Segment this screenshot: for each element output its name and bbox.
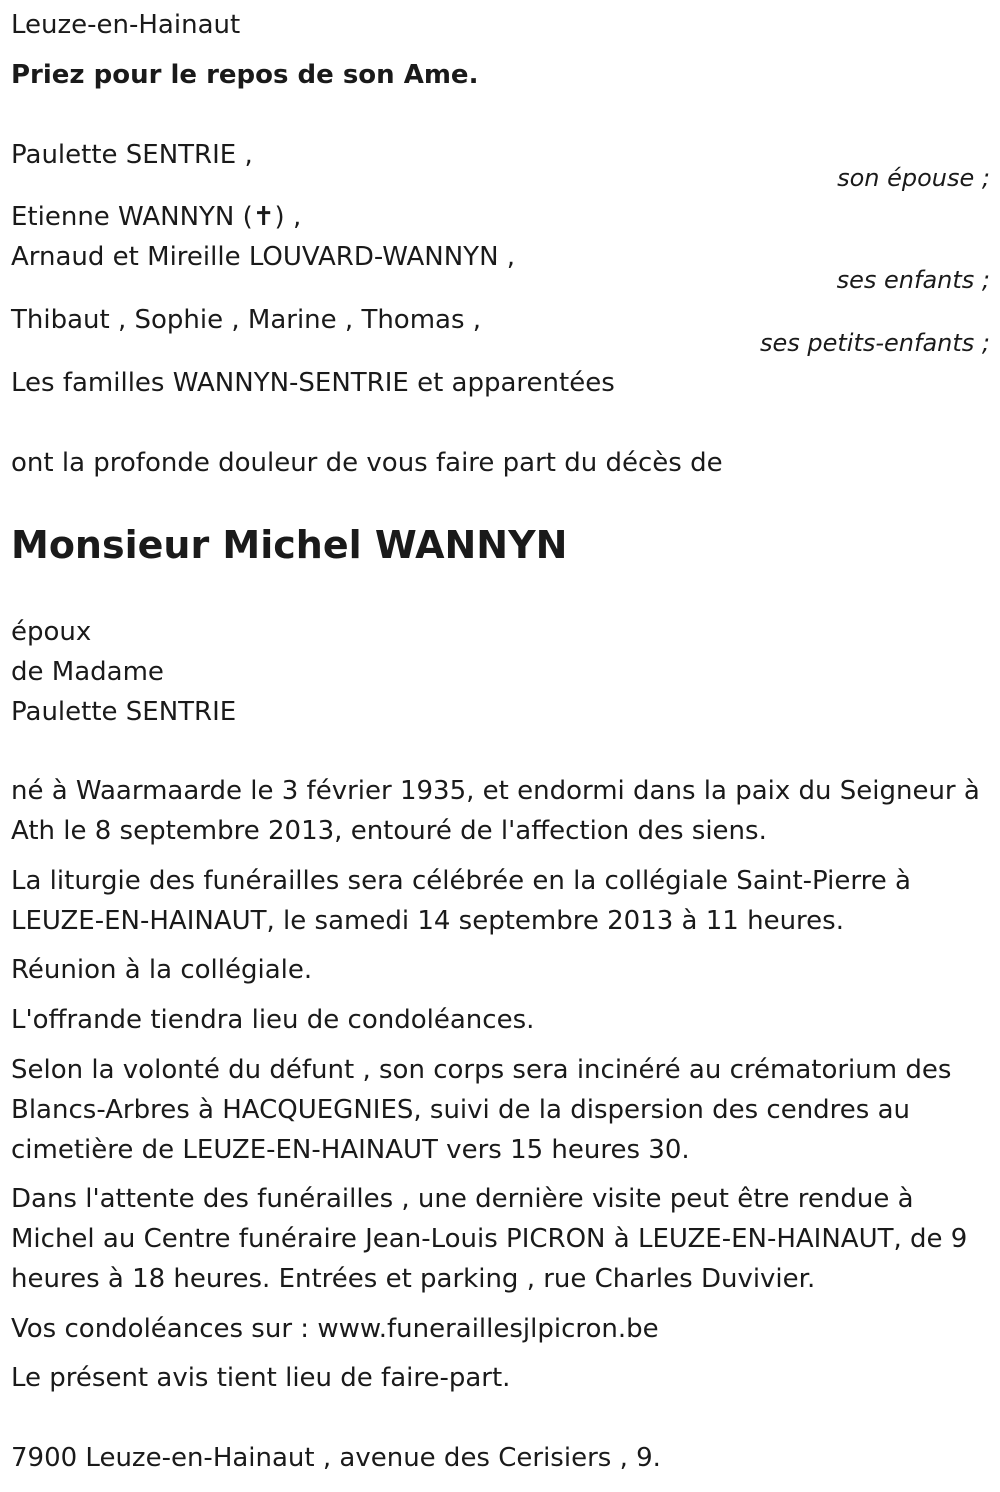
address-text: 7900 Leuze-en-Hainaut , avenue des Cerisiers , 9.	[11, 1443, 661, 1473]
visit-paragraph: Dans l'attente des funérailles , une dernière visite peut être rendue à Michel au Centre funéraire Jean-Louis PICRON à LEUZE-EN-HAINAUT, de 9 heures à 18 heures. Entrées et parking , rue Charles Duvivier.	[11, 1184, 968, 1294]
birth-death-paragraph: né à Waarmaarde le 3 février 1935, et endormi dans la paix du Seigneur à Ath le 8 septembre 2013, entouré de l'affection des siens.	[11, 776, 980, 846]
location-text: Leuze-en-Hainaut	[11, 10, 241, 40]
spouse-of-line-3: Paulette SENTRIE	[11, 697, 237, 727]
children-role: ses enfants ;	[836, 266, 990, 294]
grandchildren-role: ses petits-enfants ;	[759, 329, 990, 357]
grandchildren-names: Thibaut , Sophie , Marine , Thomas ,	[11, 305, 482, 335]
child-name-1: Etienne WANNYN (✝) ,	[11, 202, 302, 232]
announcement-text: ont la profonde douleur de vous faire part du décès de	[11, 448, 723, 478]
cremation-paragraph: Selon la volonté du défunt , son corps sera incinéré au crématorium des Blancs-Arbres à HACQUEGNIES, suivi de la dispersion des cendres au cimetière de LEUZE-EN-HAINAUT vers 15 heures 30.	[11, 1055, 952, 1165]
child-name-2: Arnaud et Mireille LOUVARD-WANNYN ,	[11, 242, 516, 272]
offering-paragraph: L'offrande tiendra lieu de condoléances.	[11, 1005, 535, 1035]
meeting-paragraph: Réunion à la collégiale.	[11, 955, 313, 985]
prayer-text: Priez pour le repos de son Ame.	[11, 60, 479, 90]
spouse-of-line-1: époux	[11, 617, 92, 647]
families-text: Les familles WANNYN-SENTRIE et apparentées	[11, 368, 615, 398]
condolences-paragraph: Vos condoléances sur : www.funeraillesjlpicron.be	[11, 1314, 659, 1344]
spouse-name: Paulette SENTRIE ,	[11, 140, 253, 170]
notice-paragraph: Le présent avis tient lieu de faire-part.	[11, 1363, 511, 1393]
liturgy-paragraph: La liturgie des funérailles sera célébrée en la collégiale Saint-Pierre à LEUZE-EN-HAINAUT, le samedi 14 septembre 2013 à 11 heures.	[11, 866, 911, 936]
spouse-of-line-2: de Madame	[11, 657, 164, 687]
spouse-role: son épouse ;	[837, 164, 990, 192]
deceased-name: Monsieur Michel WANNYN	[11, 523, 568, 567]
